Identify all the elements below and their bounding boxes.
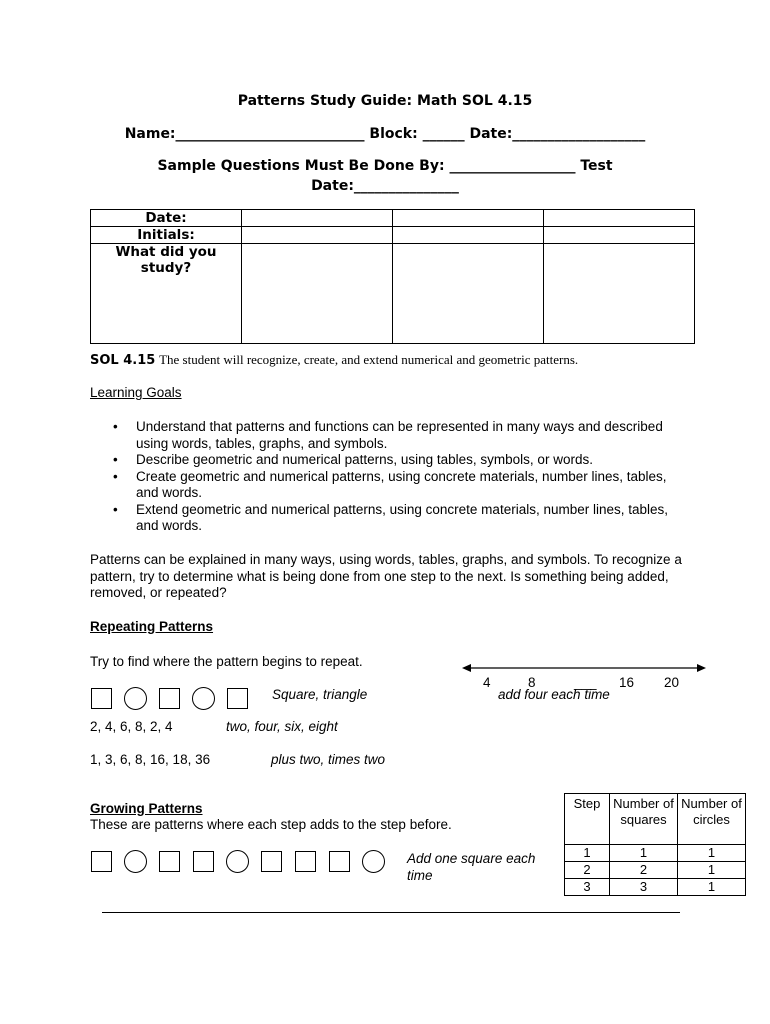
intro-paragraph: Patterns can be explained in many ways, using words, tables, graphs, and symbols. To recognize a pattern, try to determine what is being done from one step to the next. Is something being added, removed, or repeated? — [90, 552, 682, 600]
shapes-caption: Square, triangle — [272, 687, 368, 702]
table-row — [565, 879, 746, 896]
initials-cell[interactable] — [393, 227, 544, 244]
square-shape — [329, 851, 350, 872]
name-block-date-line[interactable]: Name:___________________________ Block: ______ Date:___________________ — [124, 126, 646, 142]
table-cell: 3 — [565, 879, 610, 896]
list-item: • Understand that patterns and functions can be represented in many ways and described using words, tables, graphs, and symbols. — [91, 419, 691, 452]
learning-goals-heading: Learning Goals — [90, 385, 182, 400]
table-cell: 1 — [678, 862, 746, 879]
table-cell: 3 — [610, 879, 678, 896]
study-log-table — [90, 209, 695, 344]
due-date-line[interactable]: Sample Questions Must Be Done By: __________________ Test — [157, 158, 613, 174]
date-cell[interactable] — [544, 210, 695, 227]
arrow-left-icon — [462, 664, 471, 672]
studied-cell[interactable] — [242, 244, 393, 344]
sequence-one: 2, 4, 6, 8, 2, 4 — [90, 719, 173, 734]
table-cell: 2 — [565, 862, 610, 879]
number-line-label: 4 — [483, 675, 491, 690]
studied-cell[interactable] — [544, 244, 695, 344]
square-shape — [159, 851, 180, 872]
page-title: Patterns Study Guide: Math SOL 4.15 — [237, 93, 533, 109]
table-header: Number of circles — [678, 794, 746, 845]
circle-shape — [124, 687, 147, 710]
table-cell: 1 — [610, 845, 678, 862]
sol-code: SOL 4.15 — [90, 353, 156, 368]
table-cell: 1 — [565, 845, 610, 862]
number-line-label: 8 — [528, 675, 536, 690]
table-header: Number of squares — [610, 794, 678, 845]
repeating-patterns-heading: Repeating Patterns — [90, 619, 214, 634]
initials-cell[interactable] — [544, 227, 695, 244]
date-cell[interactable] — [242, 210, 393, 227]
table-row — [565, 845, 746, 862]
number-line-caption: add four each time — [498, 687, 610, 702]
table-header: Step — [565, 794, 610, 845]
sequence-one-caption: two, four, six, eight — [226, 719, 338, 734]
date-cell[interactable] — [393, 210, 544, 227]
table-cell: 2 — [610, 862, 678, 879]
circle-shape — [362, 850, 385, 873]
list-item: • Describe geometric and numerical patterns, using tables, symbols, or words. — [91, 452, 691, 469]
growing-patterns-description: These are patterns where each step adds to the step before. — [90, 817, 452, 832]
number-line-label: 20 — [664, 675, 680, 690]
date-row-label: Date: — [91, 210, 242, 227]
circle-shape — [192, 687, 215, 710]
square-shape — [91, 688, 112, 709]
table-cell: 1 — [678, 879, 746, 896]
square-shape — [295, 851, 316, 872]
arrow-right-icon — [697, 664, 706, 672]
growing-pattern-table — [564, 793, 746, 896]
square-shape — [91, 851, 112, 872]
bottom-divider — [102, 912, 680, 913]
test-date-line[interactable]: Date:_______________ — [311, 178, 459, 194]
number-line-blank[interactable]: ___ — [574, 675, 597, 690]
sol-statement — [90, 352, 710, 368]
circle-shape — [226, 850, 249, 873]
sequence-two-caption: plus two, times two — [271, 752, 386, 767]
table-cell: 1 — [678, 845, 746, 862]
initials-row-label: Initials: — [91, 227, 242, 244]
studied-cell[interactable] — [393, 244, 544, 344]
list-item: • Create geometric and numerical patterns, using concrete materials, number lines, tables, and words. — [91, 469, 691, 502]
table-row — [565, 862, 746, 879]
square-shape — [261, 851, 282, 872]
square-shape — [227, 688, 248, 709]
initials-cell[interactable] — [242, 227, 393, 244]
number-line-label: 16 — [619, 675, 635, 690]
circle-shape — [124, 850, 147, 873]
growing-shapes-caption: Add one square each time — [407, 851, 536, 883]
list-item: • Extend geometric and numerical patterns, using concrete materials, number lines, tables, and words. — [91, 502, 691, 535]
repeating-instruction: Try to find where the pattern begins to repeat. — [90, 654, 363, 669]
square-shape — [159, 688, 180, 709]
sequence-two: 1, 3, 6, 8, 16, 18, 36 — [90, 752, 211, 767]
learning-goals-list — [91, 419, 691, 535]
growing-patterns-heading: Growing Patterns — [90, 801, 203, 816]
studied-row-label: What did you study? — [91, 244, 242, 344]
sol-text: The student will recognize, create, and extend numerical and geometric patterns. — [159, 352, 579, 367]
square-shape — [193, 851, 214, 872]
